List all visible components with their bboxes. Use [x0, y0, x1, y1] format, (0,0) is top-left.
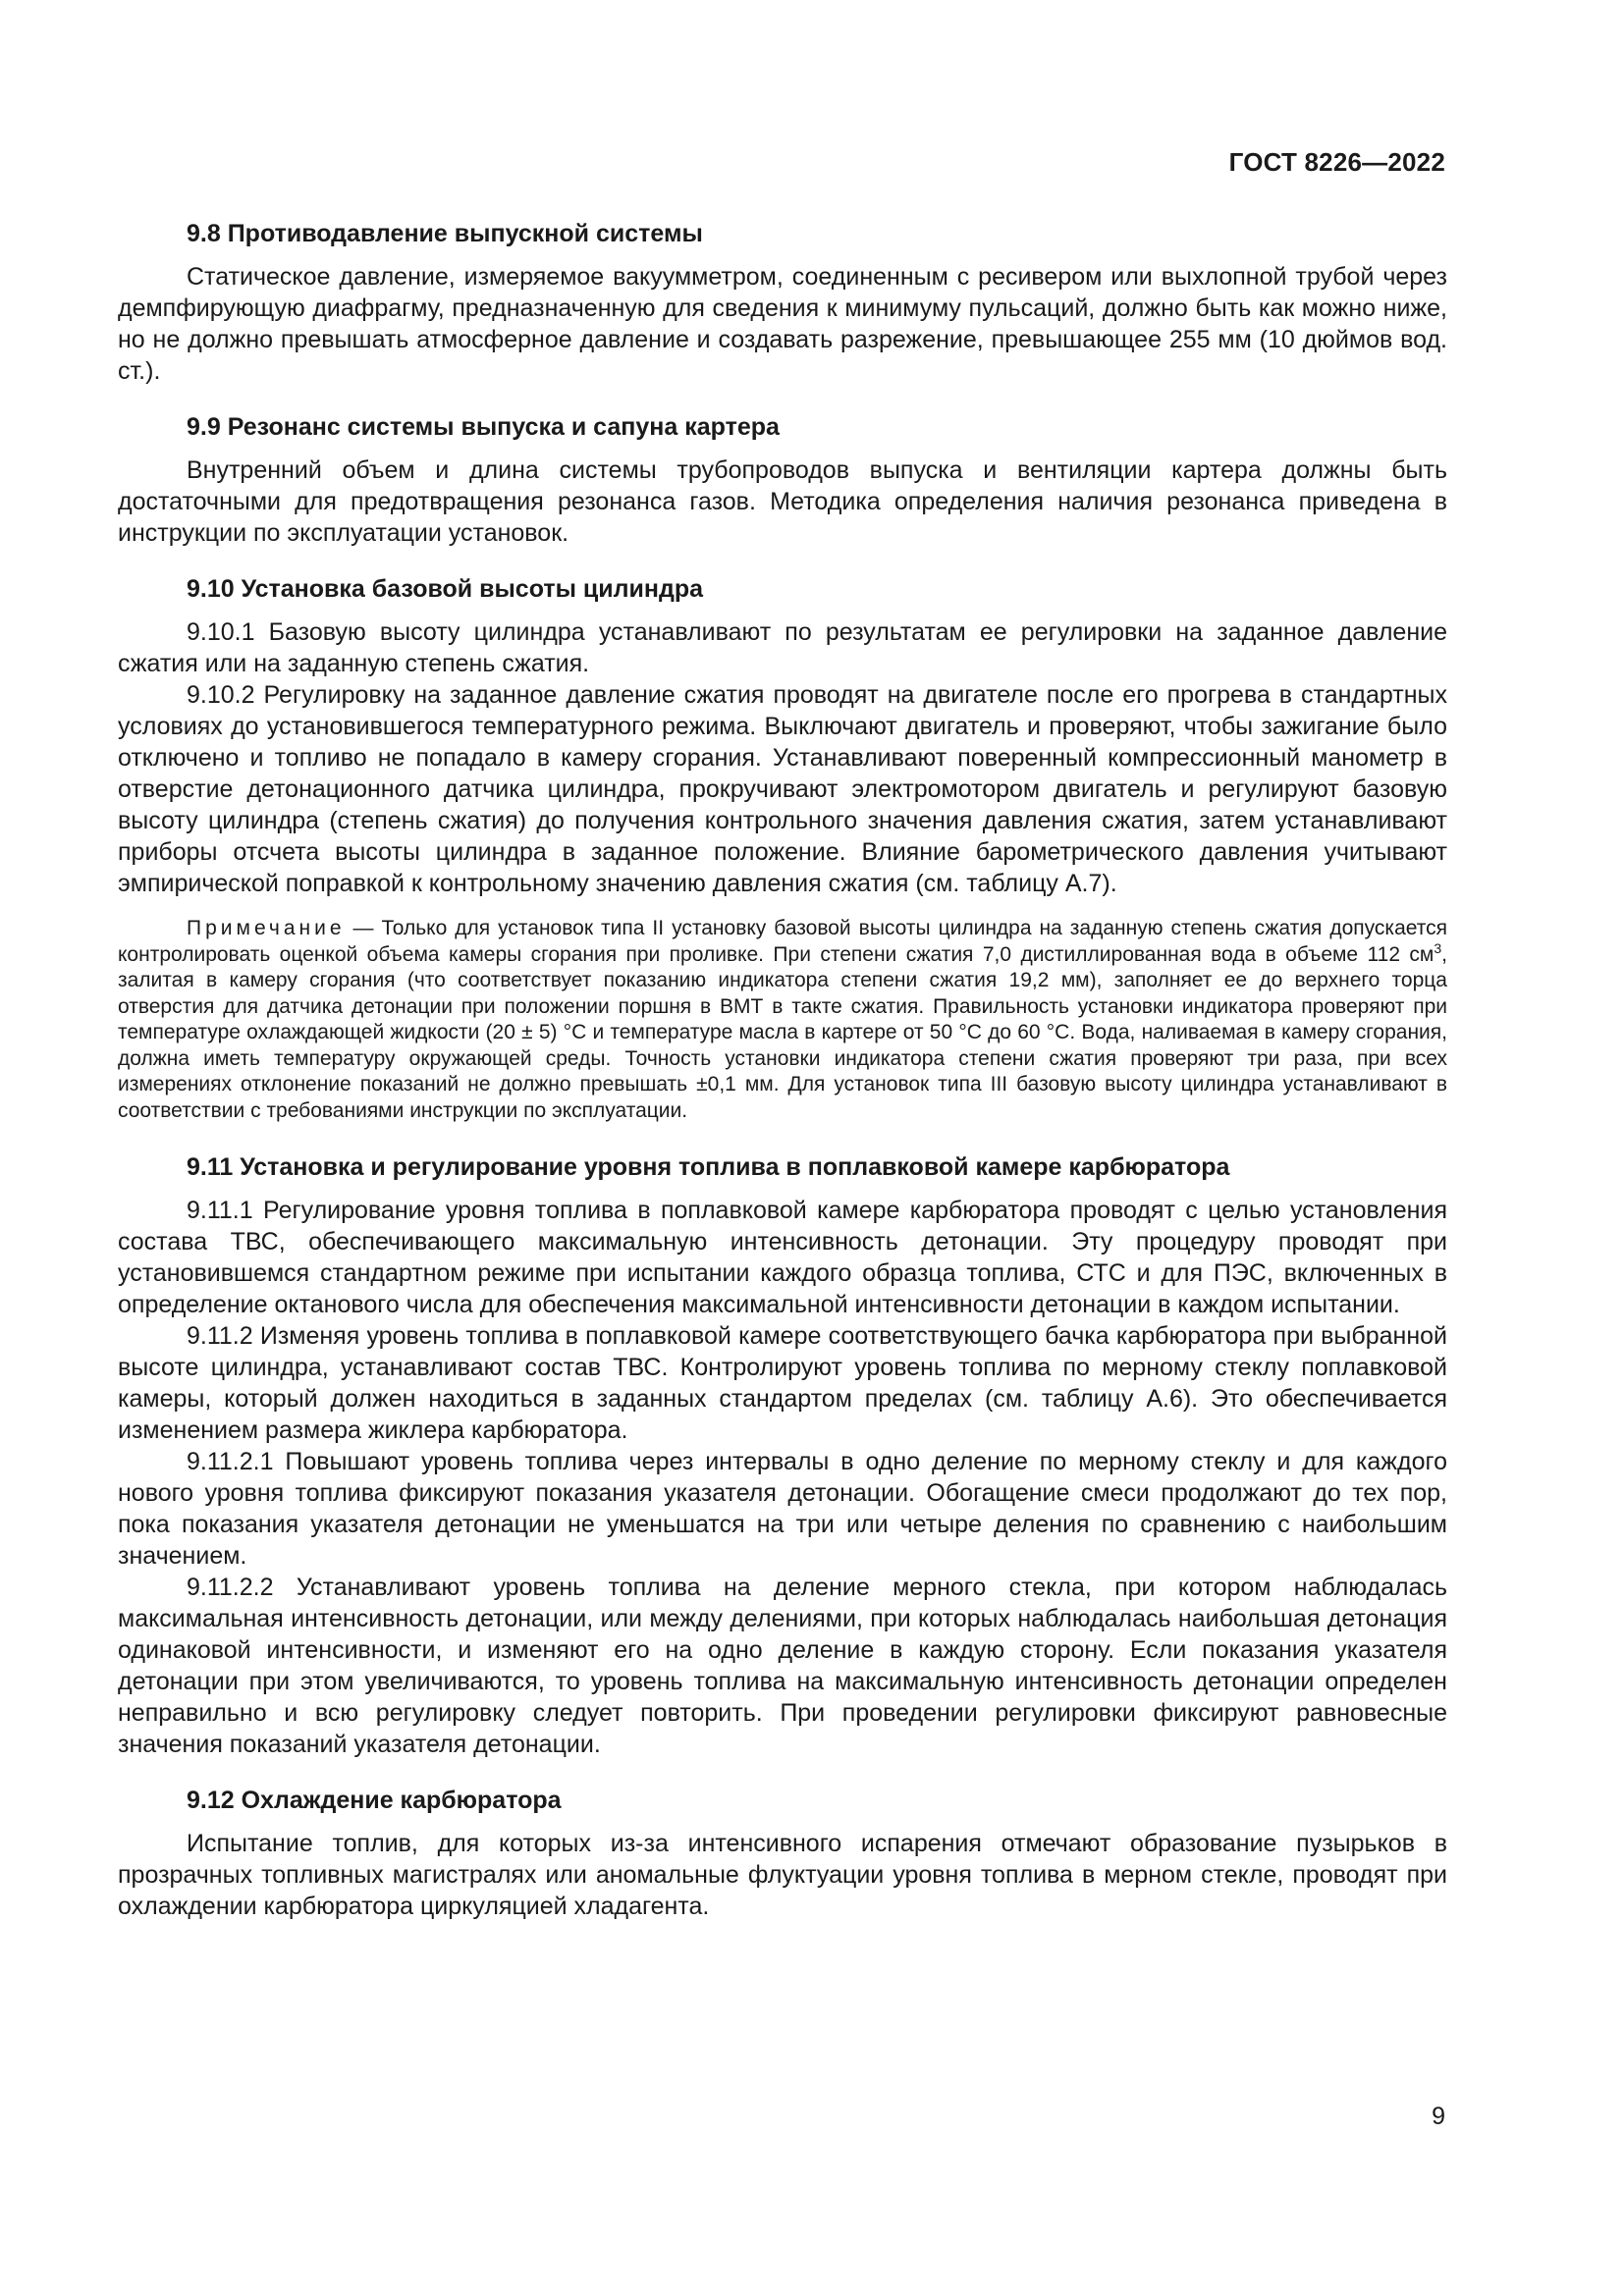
paragraph: Испытание топлив, для которых из-за интенсивного испарения отмечают образование пузырьков в прозрачных топливных магистралях или аномальные флуктуации уровня топлива в мерном стекле, проводят при охлаждении карбюратора циркуляцией хладагента. [118, 1830, 1447, 1920]
section-heading-9-8: 9.8 Противодавление выпускной системы [187, 220, 703, 247]
note-text-part2: , залитая в камеру сгорания (что соответствует показанию индикатора степени сжатия 19,2 мм), заполняет ее до верхнего торца отверстия для датчика детонации при положении поршня в ВМТ в такте сжатия. Правильность установки индикатора проверяют при температуре охлаждающей жидкости (20 ± 5) °C и температуре масла в картере от 50 °C до 60 °C. Вода, наливаемая в камеру сгорания, должна иметь температуру окружающей среды. Точность установки индикатора степени сжатия проверяют три раза, при всех измерениях отклонение показаний не должно превышать ±0,1 мм. Для установок типа III базовую высоту цилиндра устанавливают в соответствии с требованиями инструкции по эксплуатации. [118, 942, 1447, 1122]
section-heading-9-10: 9.10 Установка базовой высоты цилиндра [187, 575, 704, 603]
section-heading-9-9: 9.9 Резонанс системы выпуска и сапуна картера [187, 413, 780, 441]
paragraph: Статическое давление, измеряемое вакуумметром, соединенным с ресивером или выхлопной трубой через демпфирующую диафрагму, предназначенную для сведения к минимуму пульсаций, должно быть как можно ниже, но не должно превышать атмосферное давление и создавать разрежение, превышающее 255 мм (10 дюймов вод. ст.). [118, 263, 1447, 385]
note-label: Примечание [187, 917, 346, 939]
note-superscript: 3 [1434, 939, 1442, 956]
section-heading-9-11: 9.11 Установка и регулирование уровня топлива в поплавковой камере карбюратора [187, 1153, 1230, 1181]
paragraph: 9.11.2 Изменяя уровень топлива в поплавковой камере соответствующего бачка карбюратора при выбранной высоте цилиндра, устанавливают состав ТВС. Контролируют уровень топлива по мерному стеклу поплавковой камеры, который должен находиться в заданных стандартом пределах (см. таблицу А.6). Это обеспечивается изменением размера жиклера карбюратора. [118, 1322, 1447, 1444]
paragraph: 9.10.1 Базовую высоту цилиндра устанавливают по результатам ее регулировки на заданное давление сжатия или на заданную степень сжатия. [118, 618, 1447, 677]
document-body [118, 218, 1447, 1922]
page-number: 9 [1432, 2103, 1445, 2130]
document-code-header: ГОСТ 8226—2022 [1228, 147, 1445, 177]
note-text-part1: — Только для установок типа II установку базовой высоты цилиндра на заданную степень сжатия допускается контролировать оценкой объема камеры сгорания при проливке. При степени сжатия 7,0 дистиллированная вода в объеме 112 см [118, 917, 1447, 966]
paragraph: 9.11.2.1 Повышают уровень топлива через интервалы в одно деление по мерному стеклу и для каждого нового уровня топлива фиксируют показания указателя детонации. Обогащение смеси продолжают до тех пор, пока показания указателя детонации не уменьшатся на три или четыре деления по сравнению с наибольшим значением. [118, 1448, 1447, 1570]
section-heading-9-12: 9.12 Охлаждение карбюратора [187, 1787, 562, 1814]
note [118, 916, 1447, 1124]
paragraph: 9.11.1 Регулирование уровня топлива в поплавковой камере карбюратора проводят с целью установления состава ТВС, обеспечивающего максимальную интенсивность детонации. Эту процедуру проводят при установившемся стандартном режиме при испытании каждого образца топлива, СТС и для ПЭС, включенных в определение октанового числа для обеспечения максимальной интенсивности детонации в каждом испытании. [118, 1197, 1447, 1318]
paragraph: 9.10.2 Регулировку на заданное давление сжатия проводят на двигателе после его прогрева в стандартных условиях до установившегося температурного режима. Выключают двигатель и проверяют, чтобы зажигание было отключено и топливо не попадало в камеру сгорания. Устанавливают поверенный компрессионный манометр в отверстие детонационного датчика цилиндра, прокручивают электромотором двигатель и регулируют базовую высоту цилиндра (степень сжатия) до получения контрольного значения давления сжатия, затем устанавливают приборы отсчета высоты цилиндра в заданное положение. Влияние барометрического давления учитывают эмпирической поправкой к контрольному значению давления сжатия (см. таблицу А.7). [118, 681, 1447, 897]
paragraph: 9.11.2.2 Устанавливают уровень топлива на деление мерного стекла, при котором наблюдалась максимальная интенсивность детонации, или между делениями, при которых наблюдалась наибольшая детонация одинаковой интенсивности, и изменяют его на одно деление в каждую сторону. Если показания указателя детонации при этом увеличиваются, то уровень топлива на максимальную интенсивность детонации определен неправильно и всю регулировку следует повторить. При проведении регулировки фиксируют равновесные значения показаний указателя детонации. [118, 1574, 1447, 1758]
paragraph: Внутренний объем и длина системы трубопроводов выпуска и вентиляции картера должны быть достаточными для предотвращения резонанса газов. Методика определения наличия резонанса приведена в инструкции по эксплуатации установок. [118, 456, 1447, 547]
